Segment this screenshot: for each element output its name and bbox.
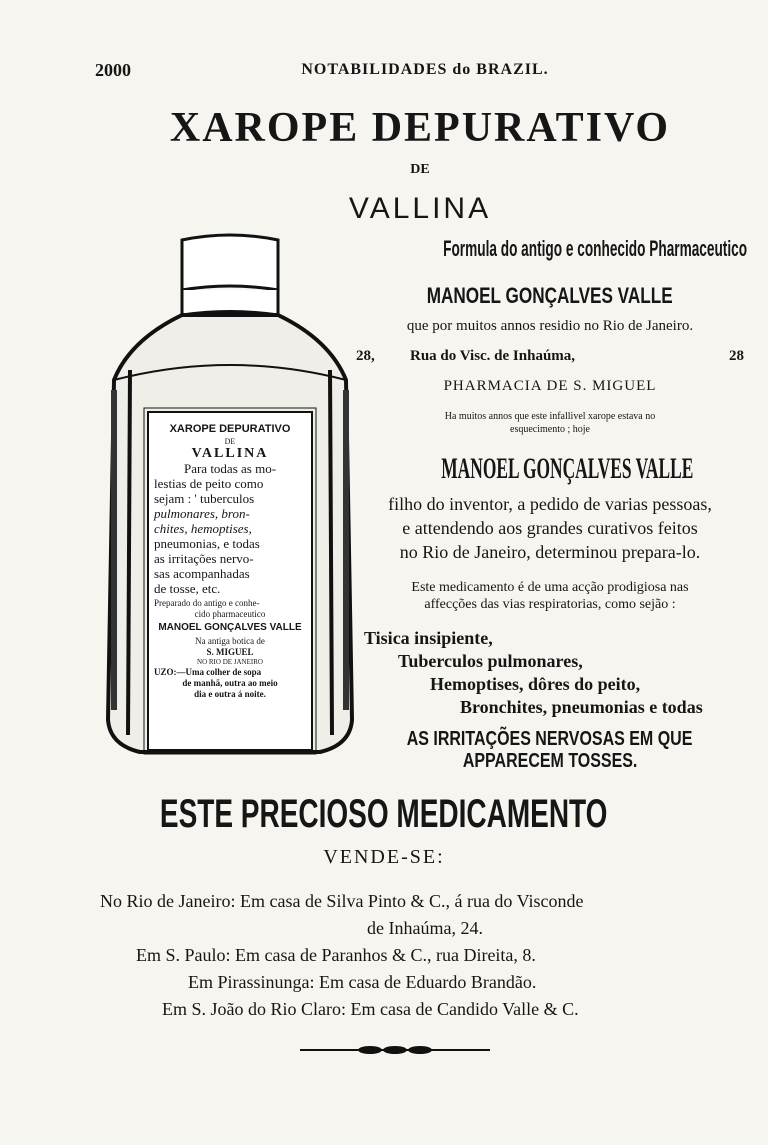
location-line: No Rio de Janeiro: Em casa de Silva Pinto & C., á rua do Visconde bbox=[100, 891, 584, 911]
label-text-line: as irritações nervo- bbox=[154, 551, 254, 566]
resided-line: que por muitos annos residio no Rio de Janeiro. bbox=[406, 318, 694, 334]
label-prepared-line: Preparado do antigo e conhe- bbox=[154, 598, 260, 608]
brand-name: VALLINA bbox=[348, 192, 492, 225]
label-usage-line: de manhã, outra ao meio bbox=[182, 678, 278, 688]
label-text-line: pulmonares, bron- bbox=[154, 506, 250, 521]
pharmacy-name: PHARMACIA DE S. MIGUEL bbox=[443, 378, 657, 394]
sales-headline: ESTE PRECIOSO MEDICAMENTO bbox=[160, 792, 608, 836]
son-name: MANOEL GONÇALVES VALLE bbox=[441, 452, 694, 485]
note-line-1: Ha muitos annos que este infallivel xarope estava no bbox=[444, 411, 656, 422]
pharmacist-name: MANOEL GONÇALVES VALLE bbox=[427, 283, 673, 308]
label-title: XAROPE DEPURATIVO bbox=[169, 423, 291, 435]
label-text-line: chites, hemoptises, bbox=[154, 521, 252, 536]
label-store-line: Na antiga botica de bbox=[195, 636, 265, 646]
son-line-3: no Rio de Janeiro, determinou prepara-lo. bbox=[399, 542, 701, 562]
label-usage-line: UZO:—Uma colher de sopa bbox=[154, 667, 262, 677]
main-title: XAROPE DEPURATIVO bbox=[169, 105, 671, 151]
irritations-line-2: APPARECEM TOSSES. bbox=[462, 750, 638, 772]
medicine-line-2: affecções das vias respiratorias, como sejão : bbox=[424, 597, 676, 612]
location-line: Em Pirassinunga: Em casa de Eduardo Brandão. bbox=[188, 972, 537, 992]
location-line: de Inhaúma, 24. bbox=[367, 918, 483, 938]
son-line-1: filho do inventor, a pedido de varias pessoas, bbox=[388, 494, 712, 514]
label-text-line: sas acompanhadas bbox=[154, 566, 250, 581]
label-text-line: lestias de peito como bbox=[154, 476, 264, 491]
bottle-label bbox=[150, 415, 310, 745]
label-de: DE bbox=[224, 437, 236, 446]
label-store-line: NO RIO DE JANEIRO bbox=[197, 658, 263, 666]
condition-item: Tuberculos pulmonares, bbox=[398, 651, 583, 671]
condition-item: Tisica insipiente, bbox=[364, 628, 493, 648]
condition-item: Bronchites, pneumonias e todas bbox=[460, 697, 703, 717]
locations-list bbox=[100, 888, 750, 1023]
label-store-line: S. MIGUEL bbox=[206, 647, 254, 657]
irritations-line-1: AS IRRITAÇÕES NERVOSAS EM QUE bbox=[407, 728, 693, 750]
label-text-line: Para todas as mo- bbox=[183, 461, 277, 476]
label-text-line: de tosse, etc. bbox=[154, 581, 221, 596]
medicine-line-1: Este medicamento é de uma acção prodigiosa nas bbox=[411, 580, 689, 595]
ornament-divider bbox=[300, 1044, 490, 1056]
address-number-right: 28 bbox=[729, 348, 744, 364]
son-line-2: e attendendo aos grandes curativos feitos bbox=[402, 518, 698, 538]
page-number: 2000 bbox=[95, 60, 131, 80]
address-street: Rua do Visc. de Inhaúma, bbox=[410, 348, 576, 364]
location-line: Em S. Paulo: Em casa de Paranhos & C., rua Direita, 8. bbox=[136, 945, 536, 965]
formula-line: Formula do antigo e conhecido Pharmaceutico bbox=[443, 236, 748, 261]
condition-item: Hemoptises, dôres do peito, bbox=[430, 674, 641, 694]
note-line-2: esquecimento ; hoje bbox=[510, 424, 590, 435]
de-label: DE bbox=[410, 162, 430, 177]
address-number-left: 28, bbox=[356, 348, 375, 364]
page-header bbox=[0, 60, 768, 84]
location-line: Em S. João do Rio Claro: Em casa de Candido Valle & C. bbox=[162, 999, 579, 1019]
running-title: NOTABILIDADES do BRAZIL. bbox=[301, 61, 549, 78]
label-prepared-line: cido pharmaceutico bbox=[194, 609, 266, 619]
label-brand: VALLINA bbox=[191, 446, 269, 461]
vende-se-label: VENDE-SE: bbox=[323, 846, 445, 868]
label-usage-line: dia e outra á noite. bbox=[194, 689, 266, 699]
label-text-line: pneumonias, e todas bbox=[154, 536, 260, 551]
label-text-line: sejam : ' tuberculos bbox=[154, 491, 255, 506]
label-name: MANOEL GONÇALVES VALLE bbox=[158, 622, 302, 633]
